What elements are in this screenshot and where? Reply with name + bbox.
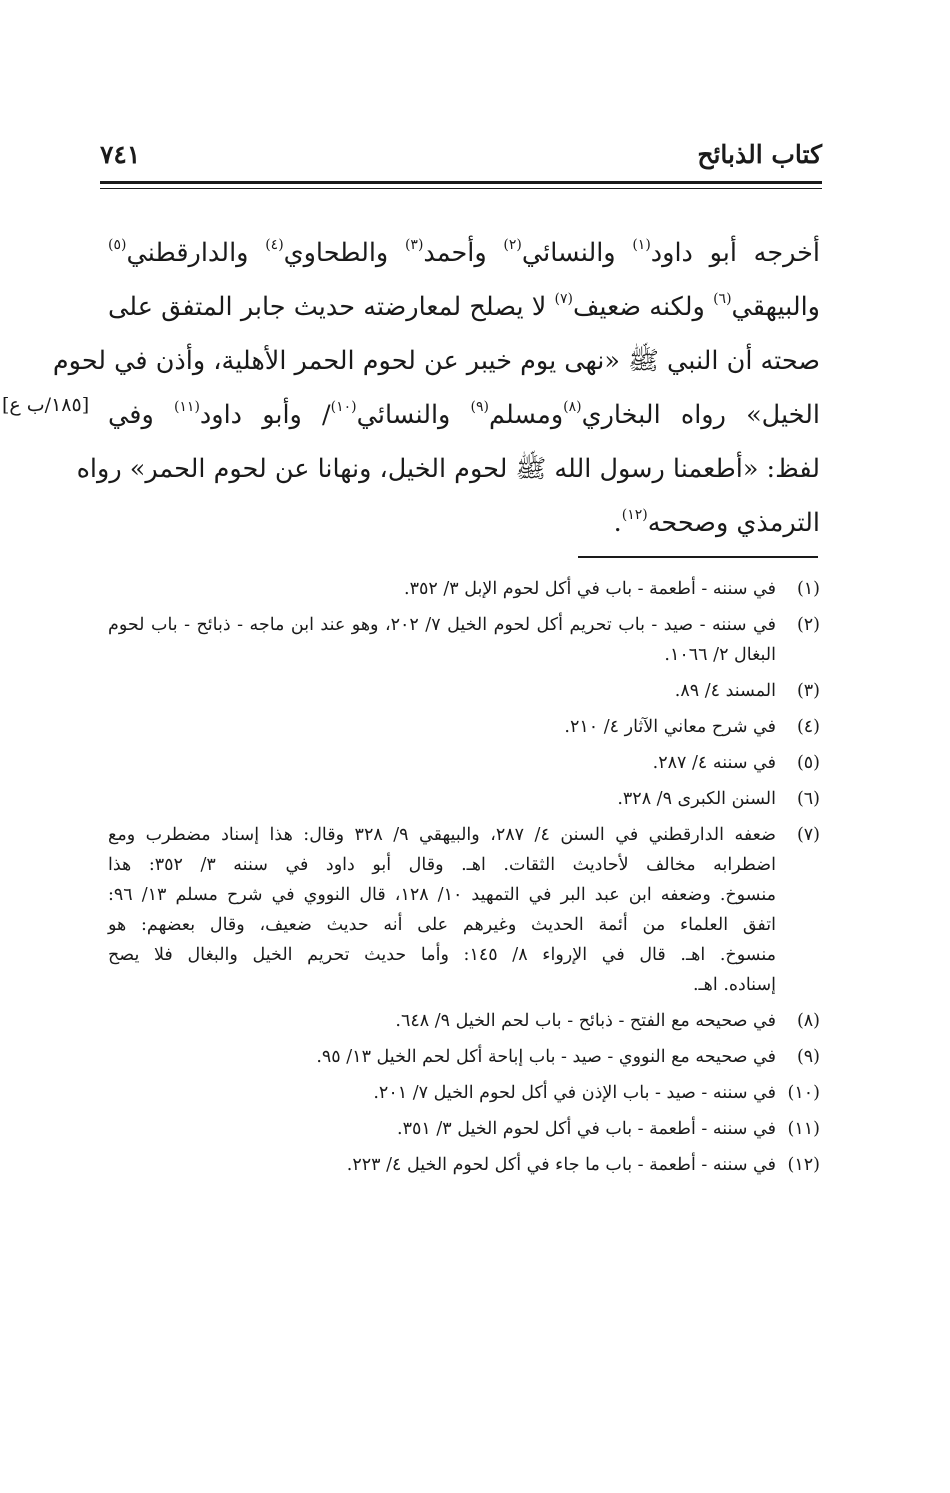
footnote-7	[108, 820, 820, 1000]
footnote-12	[108, 1150, 820, 1180]
footnote-text: في سننه - أطعمة - باب في أكل لحوم الخيل ٣/ ٣٥١.	[396, 1119, 776, 1139]
footnote-ref: (٢)	[503, 237, 522, 253]
body-line-5: لفظ: «أطعمنا رسول الله ﷺ لحوم الخيل، ونهانا عن لحوم الحمر» رواه	[76, 454, 820, 484]
footnote-number: (٣)	[796, 681, 820, 701]
footnote-number: (٧)	[796, 825, 820, 845]
footnote-number: (١٢)	[787, 1155, 820, 1175]
footnote-3	[108, 676, 820, 706]
footnote-text: في سننه - صيد - باب الإذن في أكل لحوم الخيل ٧/ ٢٠١.	[373, 1083, 776, 1103]
body-line-3: صحته أن النبي ﷺ «نهى يوم خيبر عن لحوم الحمر الأهلية، وأذن في لحوم	[52, 346, 820, 376]
header-rule-thin	[100, 188, 822, 189]
footnote-text: منسوخ. وضعفه ابن عبد البر في التمهيد ١٠/ ١٢٨، قال النووي في شرح مسلم ١٣/ ٩٦:	[108, 885, 776, 905]
footnote-2	[108, 610, 820, 670]
chapter-title: كتاب الذبائح	[697, 140, 822, 169]
footnote-number: (٦)	[796, 789, 820, 809]
page-number: ٧٤١	[100, 140, 141, 169]
footnote-5	[108, 748, 820, 778]
manuscript-margin-note: [١٨٥/ب ع]	[2, 394, 90, 416]
header-rule-thick	[100, 181, 822, 184]
footnote-ref: (٦)	[713, 291, 732, 307]
footnote-text: اضطرابه مخالف لأحاديث الثقات. اهـ. وقال أبو داود في سننه ٣/ ٣٥٢: هذا	[108, 855, 776, 875]
footnote-number: (٨)	[796, 1011, 820, 1031]
footnote-ref: (٣)	[404, 237, 424, 253]
footnote-1	[108, 574, 820, 604]
running-head	[100, 138, 822, 178]
body-line-6: الترمذي وصححه$^{(١٢)}$.	[613, 507, 820, 538]
footnote-text: منسوخ. اهـ. قال في الإرواء ٨/ ١٤٥: وأما حديث تحريم الخيل والبغال فلا يصح	[108, 945, 776, 965]
footnote-8	[108, 1006, 820, 1036]
footnote-ref: (٩)	[470, 399, 489, 415]
footnote-text: ضعفه الدارقطني في السنن ٤/ ٢٨٧، والبيهقي ٩/ ٣٢٨ وقال: هذا إسناد مضطرب ومع	[108, 825, 776, 845]
footnote-ref: (١)	[632, 237, 651, 253]
footnote-number: (١١)	[787, 1119, 820, 1139]
footnote-number: (٤)	[796, 717, 820, 737]
footnote-4	[108, 712, 820, 742]
footnote-ref: (٤)	[265, 237, 284, 253]
footnote-text: اتفق العلماء من أئمة الحديث وغيرهم على أنه حديث ضعيف، وقال بعضهم: هو	[108, 915, 776, 935]
footnote-10	[108, 1078, 820, 1108]
footnote-11	[108, 1114, 820, 1144]
footnote-text: في سننه ٤/ ٢٨٧.	[652, 753, 776, 773]
body-line-1: أخرجه أبو داود$^{(١)}$ والنسائي$^{(٢)}$ وأحمد$^{(٣)}$ والطحاوي$^{(٤)}$ والدارقطني$^{(٥)}$	[108, 237, 821, 268]
main-text	[52, 226, 821, 550]
body-line-2: والبيهقي$^{(٦)}$ ولكنه ضعيف$^{(٧)}$ لا يصلح لمعارضته حديث جابر المتفق على	[108, 291, 820, 322]
body-line-4: الخيل» رواه البخاري$^{(٨)}$ومسلم$^{(٩)}$ والنسائي$^{(١٠)}$/ وأبو داود$^{(١١)}$ وفي	[108, 399, 820, 430]
footnote-6	[108, 784, 820, 814]
footnote-text: في سننه - أطعمة - باب ما جاء في أكل لحوم الخيل ٤/ ٢٢٣.	[346, 1155, 776, 1175]
footnote-text: في سننه - صيد - باب تحريم أكل لحوم الخيل ٧/ ٢٠٢، وهو عند ابن ماجه - ذبائح - باب لحوم	[108, 615, 776, 635]
footnote-ref: (٥)	[108, 237, 127, 253]
footnote-number: (٢)	[796, 615, 820, 635]
footnotes	[108, 574, 820, 1186]
footnote-ref: (٧)	[554, 291, 574, 307]
footnote-text: في شرح معاني الآثار ٤/ ٢١٠.	[564, 717, 776, 737]
footnote-text: في صحيحه مع الفتح - ذبائح - باب لحم الخيل ٩/ ٦٤٨.	[395, 1011, 776, 1031]
footnote-number: (٥)	[796, 753, 820, 773]
footnote-number: (١٠)	[787, 1083, 820, 1103]
footnote-text: إسناده. اهـ.	[692, 975, 776, 995]
footnote-number: (١)	[796, 579, 820, 599]
footnote-separator	[578, 556, 818, 558]
footnote-ref: (٨)	[563, 399, 582, 415]
footnote-text: السنن الكبرى ٩/ ٣٢٨.	[617, 789, 776, 809]
footnote-text: البغال ٢/ ١٠٦٦.	[664, 645, 776, 665]
footnote-text: المسند ٤/ ٨٩.	[674, 681, 776, 701]
footnote-text: في صحيحه مع النووي - صيد - باب إباحة أكل لحم الخيل ١٣/ ٩٥.	[316, 1047, 776, 1067]
footnote-text: في سننه - أطعمة - باب في أكل لحوم الإبل ٣/ ٣٥٢.	[404, 579, 776, 599]
footnote-ref: (١١)	[173, 399, 200, 415]
footnote-ref: (١٠)	[330, 399, 357, 415]
footnote-9	[108, 1042, 820, 1072]
footnote-number: (٩)	[796, 1047, 820, 1067]
footnote-ref: (١٢)	[621, 507, 648, 523]
